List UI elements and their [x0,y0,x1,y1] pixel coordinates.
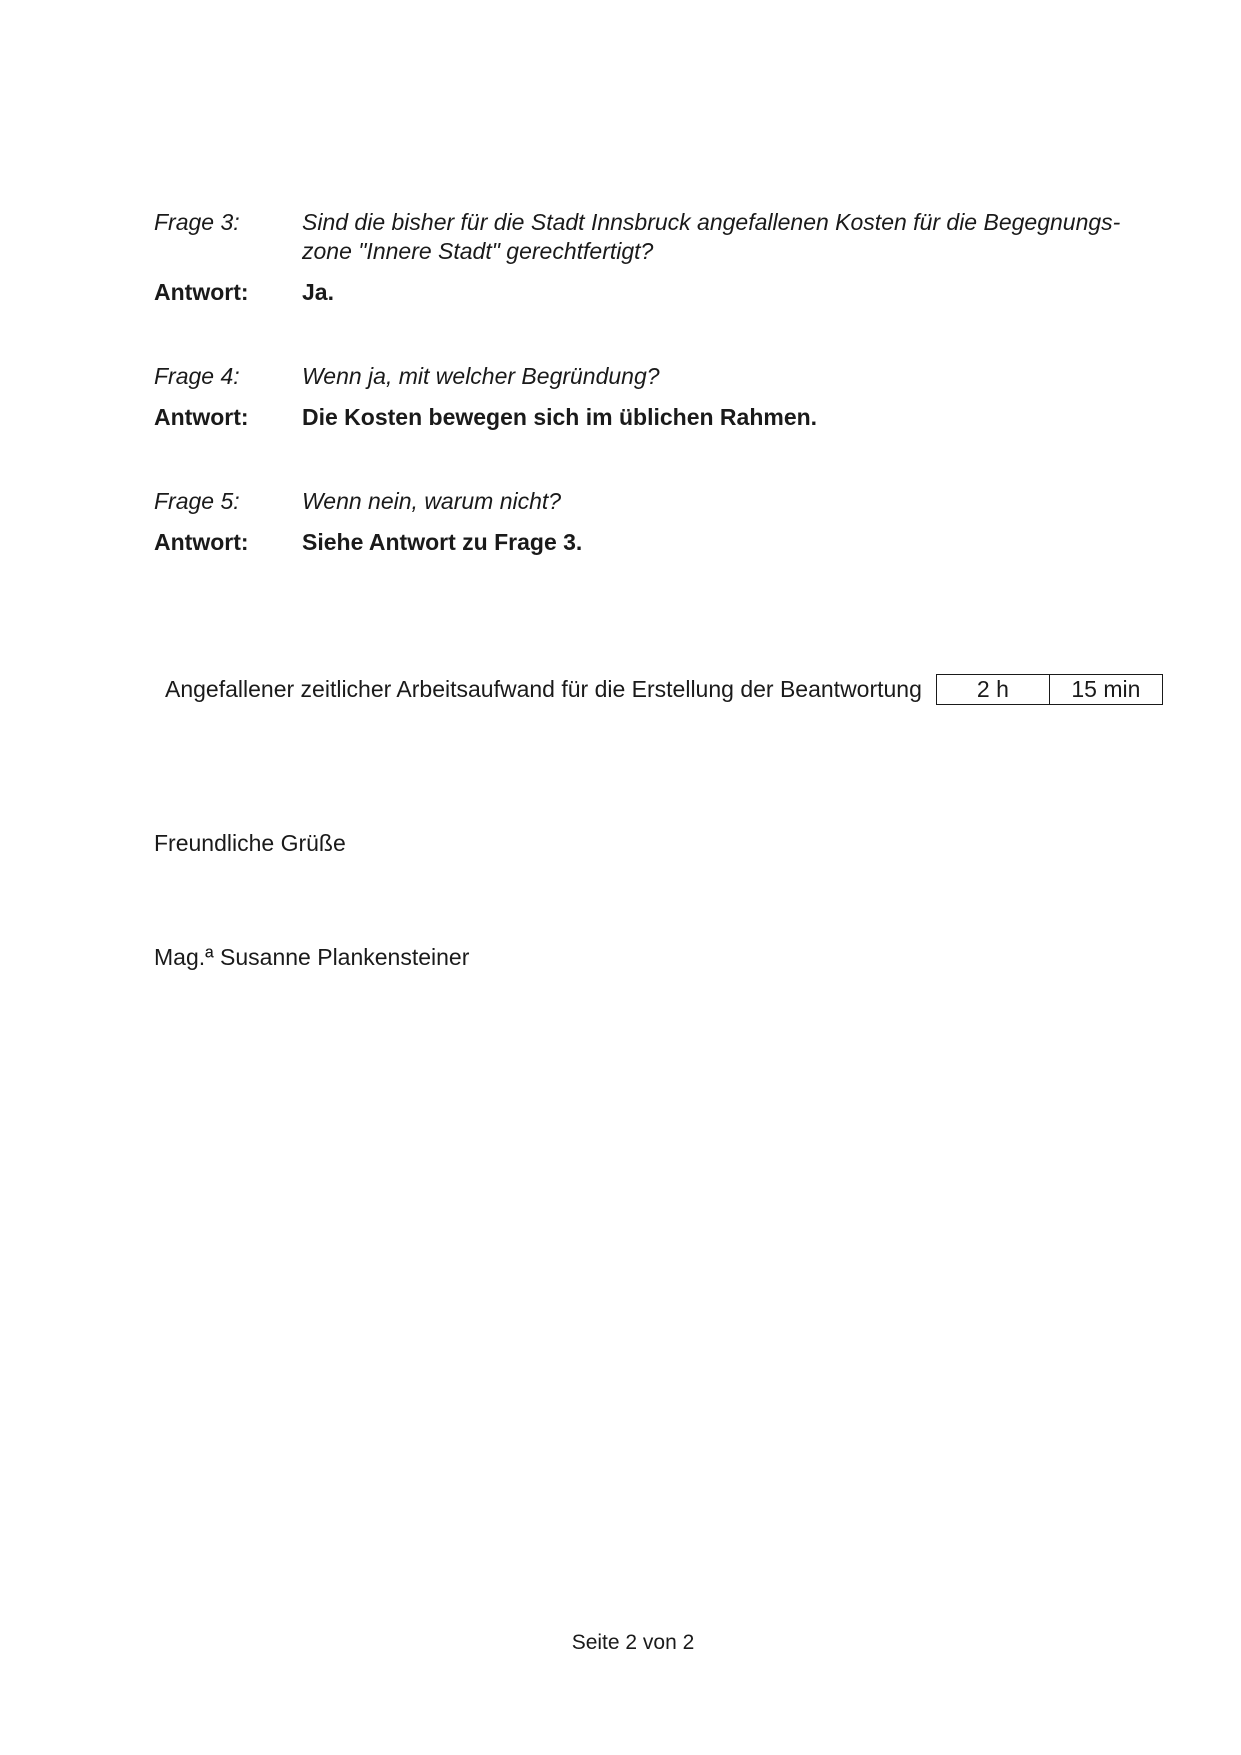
answer-row [154,528,1144,557]
effort-line [165,674,1163,705]
answer-text: Ja. [302,279,334,305]
effort-hours-cell: 2 h [976,676,1009,702]
question-row [154,362,1144,391]
question-text: Wenn nein, warum nicht? [302,488,562,514]
question-text: Wenn ja, mit welcher Begründung? [302,363,660,389]
answer-row [154,403,1144,432]
question-label: Frage 4: [154,363,240,389]
question-row [154,208,1144,266]
effort-minutes-cell: 15 min [1049,675,1162,704]
question-text: Sind die bisher für die Stadt Innsbruck angefallenen Kosten für die Begegnungs- zone "Innere Stadt" gerechtfertigt? [302,209,1121,264]
qa-block-frage-4 [154,362,1144,432]
signature-name: Mag.ª Susanne Plankensteiner [154,944,470,970]
question-row [154,487,1144,516]
effort-table [936,674,1163,705]
answer-row [154,278,1144,307]
effort-label: Angefallener zeitlicher Arbeitsaufwand für die Erstellung der Beantwortung [165,676,922,702]
closing-greeting: Freundliche Grüße [154,830,346,856]
answer-text: Siehe Antwort zu Frage 3. [302,529,583,555]
answer-label: Antwort: [154,404,249,430]
page-number: Seite 2 von 2 [571,1631,695,1654]
question-label: Frage 3: [154,209,240,235]
page-footer [0,1631,1241,1655]
answer-label: Antwort: [154,279,249,305]
qa-block-frage-5 [154,487,1144,557]
answer-label: Antwort: [154,529,249,555]
answer-text: Die Kosten bewegen sich im üblichen Rahmen. [302,404,818,430]
qa-block-frage-3 [154,208,1144,307]
question-label: Frage 5: [154,488,240,514]
